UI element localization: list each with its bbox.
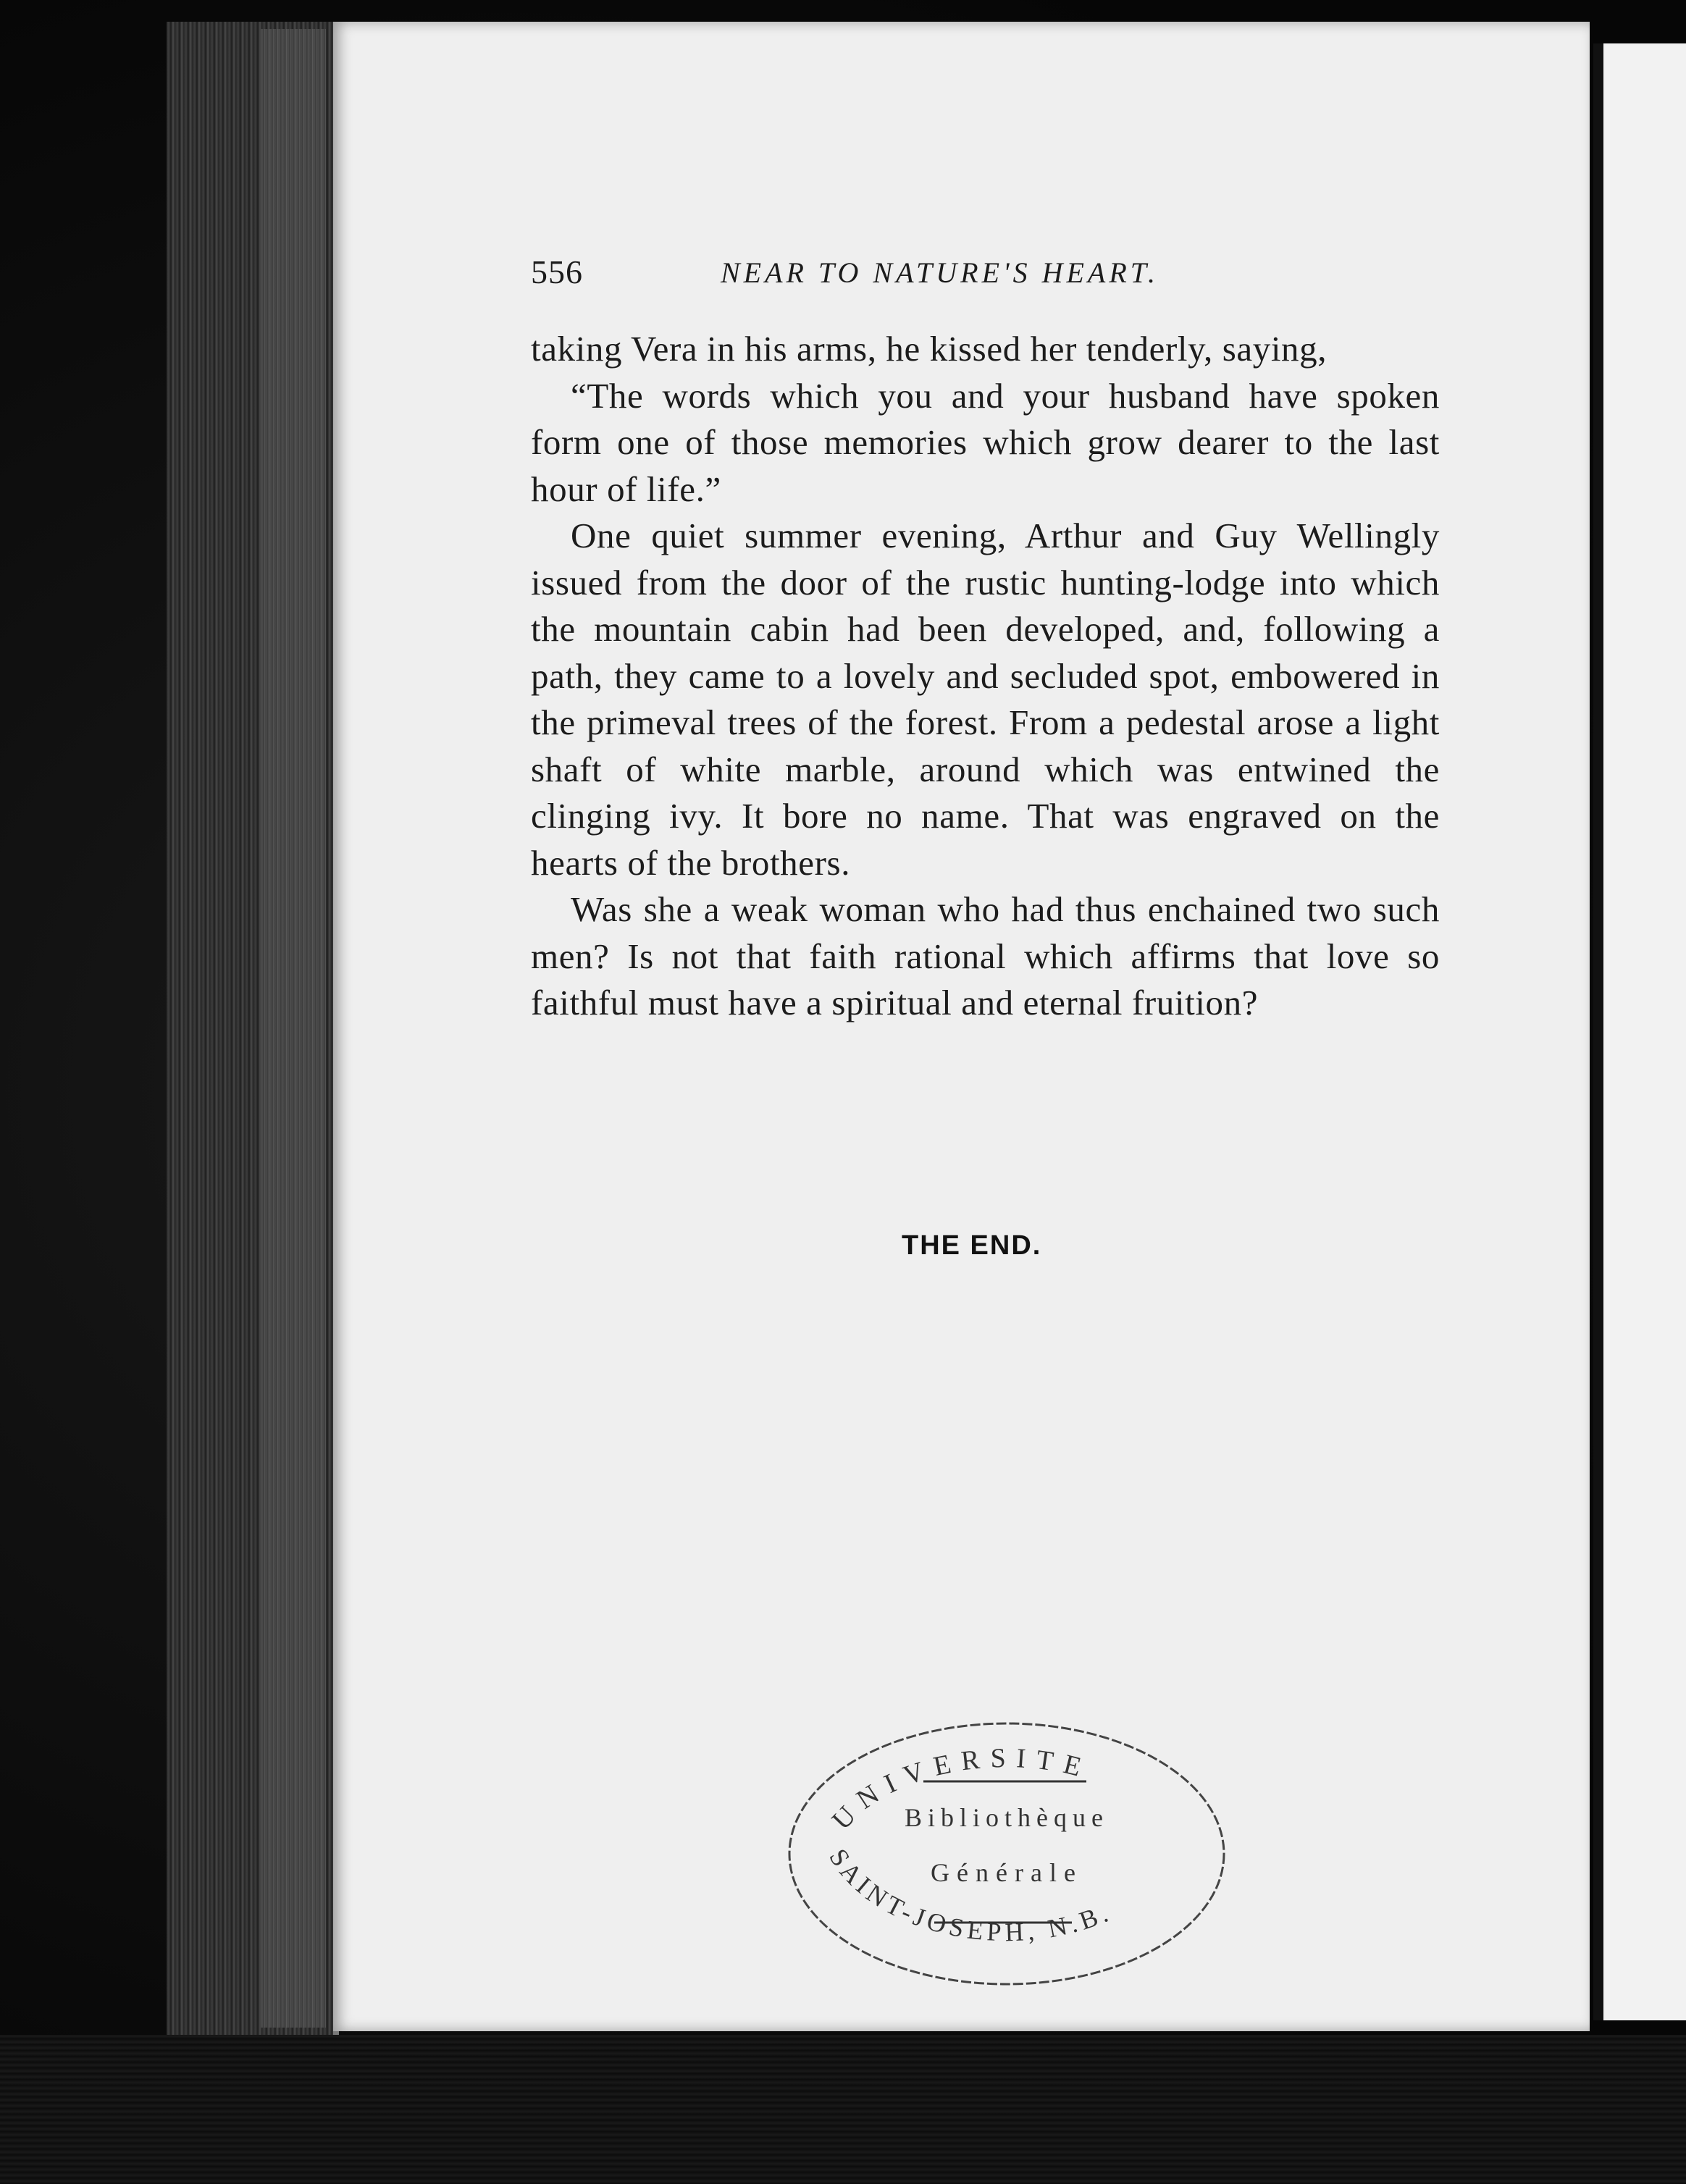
stamp-bottom-arc: SAINT-JOSEPH, N.B. [823,1843,1116,1947]
scan-bottom-border [0,2035,1686,2184]
book-page-edges [261,29,326,2028]
stamp-top-arc: UNIVERSITE [826,1742,1094,1836]
page-number: 556 [531,253,583,290]
paragraph-2: “The words which you and your husband have spoken form one of those memories which grow dearer to the last hour of life.” [531,375,1440,509]
adjacent-page-edge [1593,43,1686,2020]
stamp-line-1: Bibliothèque [905,1803,1109,1832]
stamp-line-2: Générale [931,1858,1083,1887]
paragraph-4: Was she a weak woman who had thus enchained two such men? Is not that faith rational which affirms that love so faithful must have a spiritual and eternal fruition? [531,889,1440,1022]
running-title: NEAR TO NATURE'S HEART. [721,256,1159,289]
the-end-heading: THE END. [902,1230,1042,1261]
running-head [531,250,1436,301]
body-text [531,326,1440,1261]
library-stamp [768,1702,1246,2006]
paragraph-3: One quiet summer evening, Arthur and Guy Wellingly issued from the door of the rustic hunting-lodge into which the mountain cabin had been developed, and, following a path, they came to a lovely and secluded spot, embowered in the primeval trees of the forest. From a pedestal arose a light shaft of white marble, around which was entwined the clinging ivy. It bore no name. That was engraved on the hearts of the brothers. [531,516,1440,883]
paragraph-1: taking Vera in his arms, he kissed her tenderly, saying, [531,329,1328,369]
